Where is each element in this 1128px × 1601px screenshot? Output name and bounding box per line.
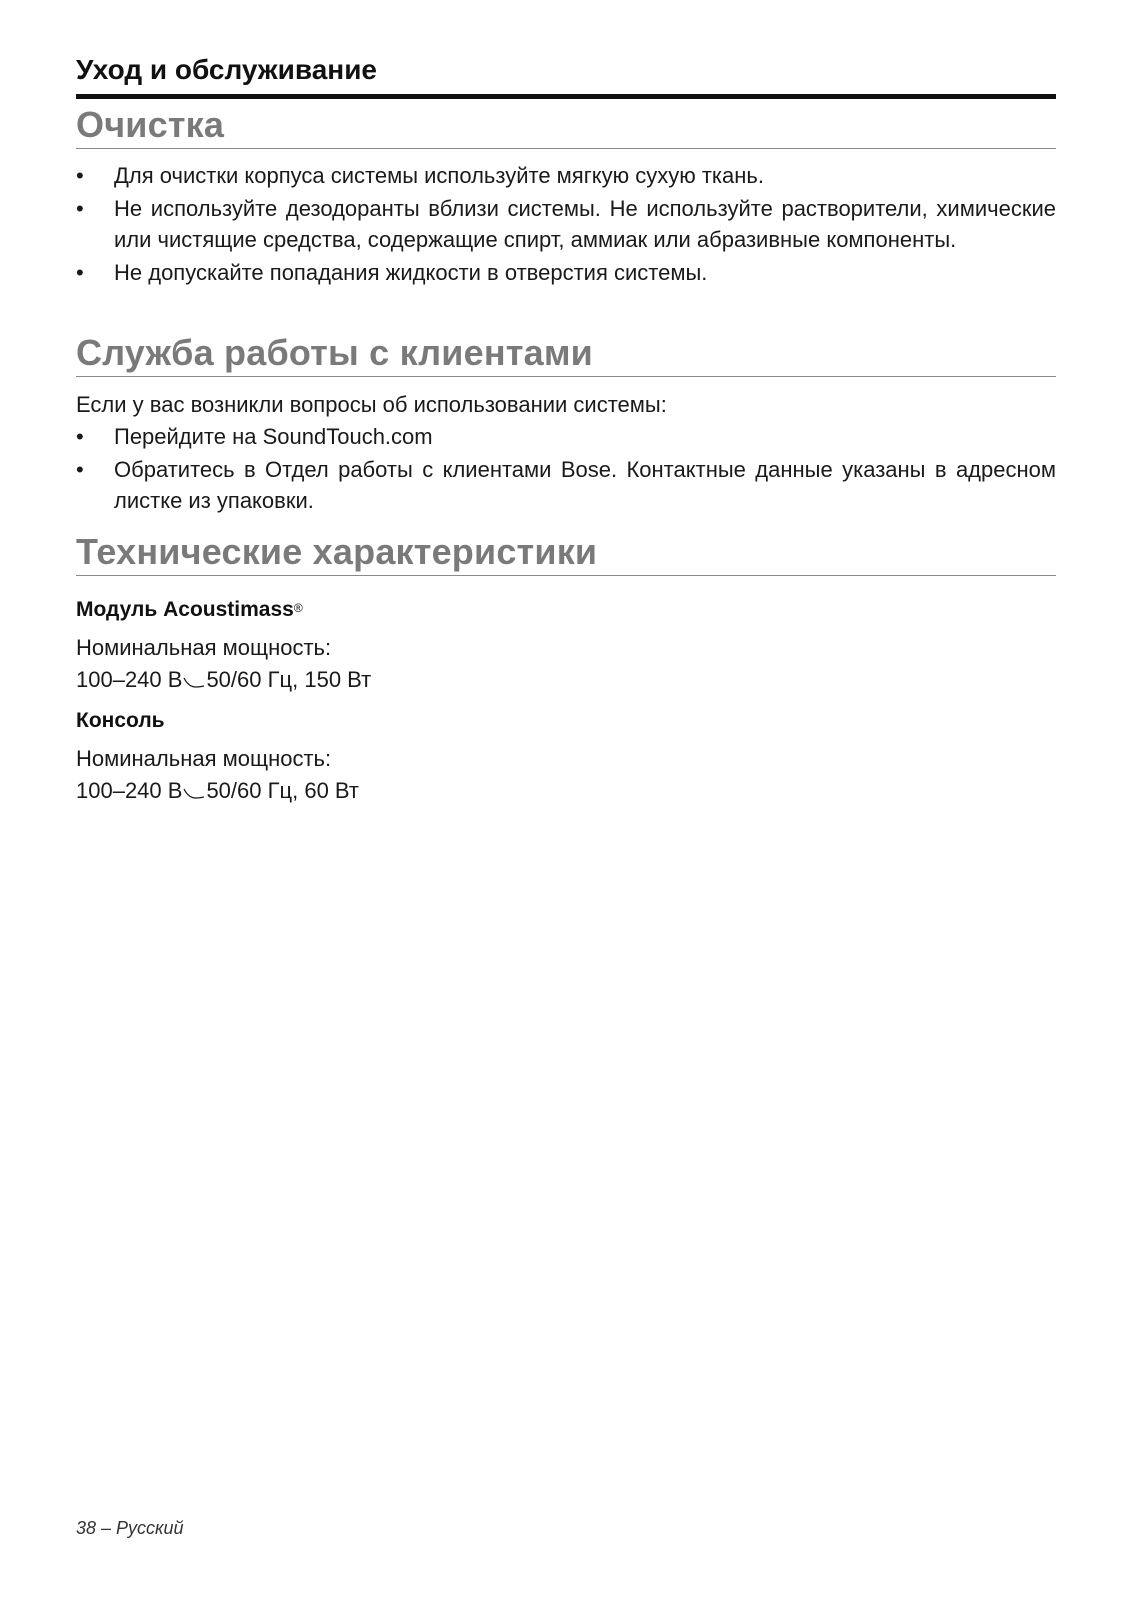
list-item — [76, 160, 1056, 191]
spec-module-rating — [76, 665, 371, 695]
spec-console-voltage: 100–240 В — [76, 778, 183, 803]
service-intro: Если у вас возникли вопросы об использовании системы: — [76, 392, 667, 417]
bullet-icon: • — [76, 457, 84, 482]
section-title-cleaning: Очистка — [76, 104, 225, 145]
list-item — [76, 421, 1056, 452]
list-item-text: Обратитесь в Отдел работы с клиентами Bose. Контактные данные указаны в адресном листке из упаковки. — [114, 457, 1056, 513]
spec-heading-module-text: Модуль Acoustimass — [76, 598, 294, 621]
spec-heading-module — [76, 595, 303, 625]
list-item — [76, 193, 1056, 255]
bullet-icon: • — [76, 424, 84, 449]
list-item-text: Не допускайте попадания жидкости в отверстия системы. — [114, 260, 708, 285]
section-divider-cleaning — [76, 148, 1056, 149]
bullet-icon: • — [76, 196, 84, 221]
section-divider-service — [76, 376, 1056, 377]
section-title-service: Служба работы с клиентами — [76, 332, 594, 373]
spec-heading-console: Консоль — [76, 709, 165, 732]
list-item-text: Не используйте дезодоранты вблизи системы. Не используйте растворители, химические или чистящие средства, содержащие спирт, аммиак или абразивные компоненты. — [114, 196, 1056, 252]
ac-sine-icon — [183, 674, 205, 688]
ac-sine-icon — [183, 785, 205, 799]
page-footer: 38 – Русский — [76, 1518, 184, 1538]
spec-console-rating-label: Номинальная мощность: — [76, 746, 332, 771]
list-item — [76, 257, 1056, 288]
chapter-title: Уход и обслуживание — [76, 54, 377, 85]
bullet-icon: • — [76, 163, 84, 188]
registered-mark: ® — [293, 601, 303, 615]
service-list — [76, 421, 1056, 518]
spec-console-rating — [76, 776, 359, 806]
spec-module-rating-rest: 50/60 Гц, 150 Вт — [206, 667, 372, 692]
cleaning-list — [76, 160, 1056, 290]
chapter-divider — [76, 94, 1056, 99]
list-item — [76, 454, 1056, 516]
list-item-text: Для очистки корпуса системы используйте мягкую сухую ткань. — [114, 163, 764, 188]
bullet-icon: • — [76, 260, 84, 285]
spec-module-rating-label: Номинальная мощность: — [76, 635, 332, 660]
section-title-specs: Технические характеристики — [76, 531, 598, 572]
spec-console-rating-rest: 50/60 Гц, 60 Вт — [206, 778, 359, 803]
spec-module-voltage: 100–240 В — [76, 667, 183, 692]
section-divider-specs — [76, 575, 1056, 576]
list-item-text: Перейдите на SoundTouch.com — [114, 424, 433, 449]
